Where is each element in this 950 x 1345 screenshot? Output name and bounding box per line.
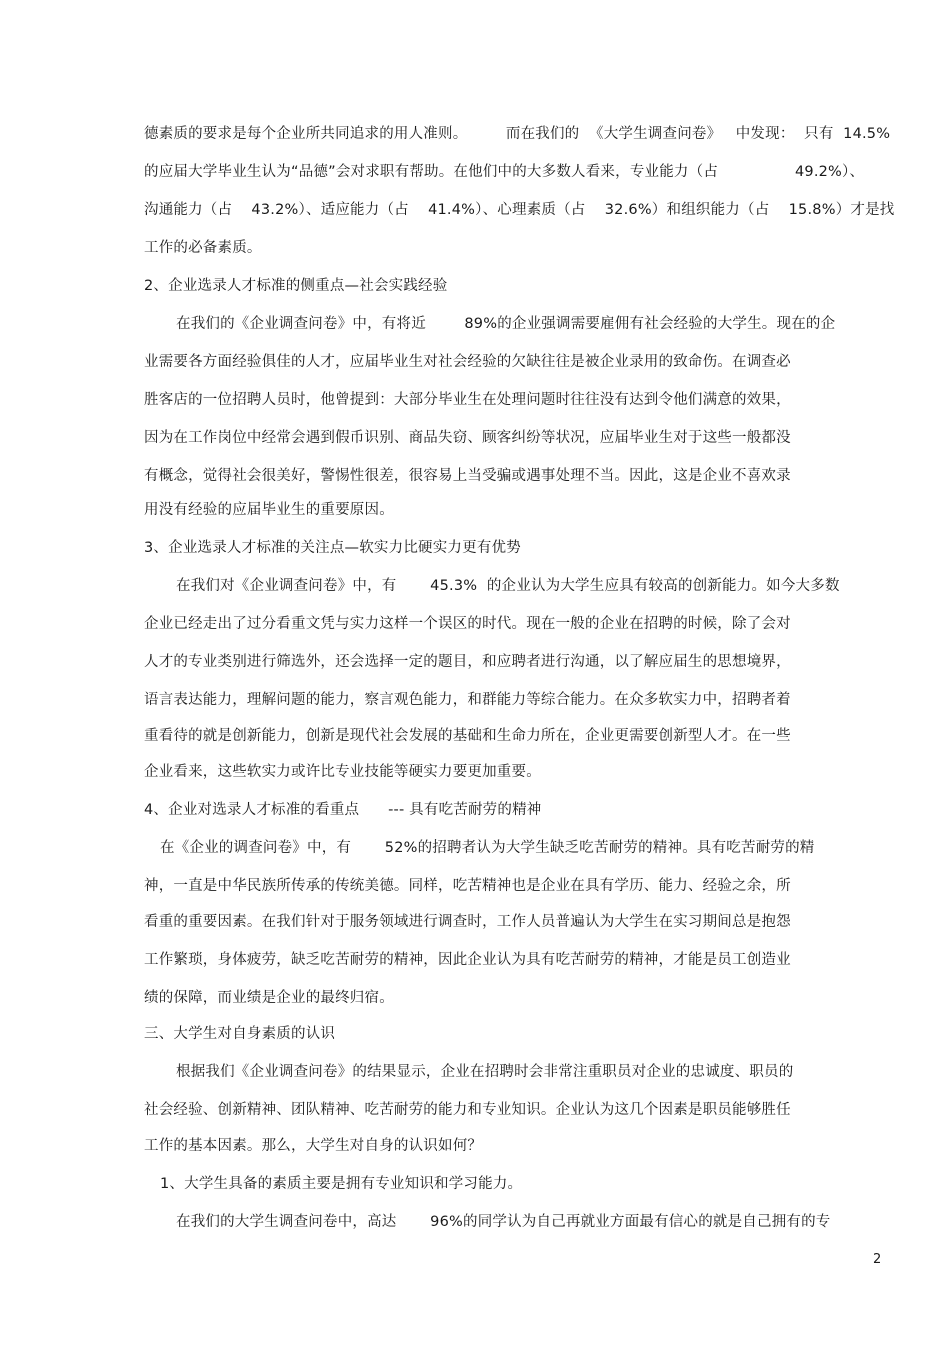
text-line: 的应届大学毕业生认为“品德”会对求职有帮助。在他们中的大多数人看来，专业能力（占 49.2%）、 [144, 164, 865, 180]
text-line: 人才的专业类别进行筛选外，还会选择一定的题目，和应聘者进行沟通，以了解应届生的思想境界， [144, 654, 791, 670]
text-line: 工作的必备素质。 [144, 240, 262, 256]
section-heading: 三、大学生对自身素质的认识 [144, 1026, 336, 1042]
text-line: 工作的基本因素。那么，大学生对自身的认识如何？ [144, 1138, 483, 1154]
section-heading: 4、企业对选录人才标准的看重点 --- 具有吃苦耐劳的精神 [144, 802, 542, 818]
section-heading: 2、企业选录人才标准的侧重点—社会实践经验 [144, 278, 448, 294]
text-line: 在我们对《企业调查问卷》中，有 45.3% 的企业认为大学生应具有较高的创新能力。如今大多数 [176, 578, 840, 594]
text-line: 用没有经验的应届毕业生的重要原因。 [144, 502, 394, 518]
text-line: 根据我们《企业调查问卷》的结果显示，企业在招聘时会非常注重职员对企业的忠诚度、职员的 [176, 1064, 794, 1080]
text-line: 业需要各方面经验俱佳的人才，应届毕业生对社会经验的欠缺往往是被企业录用的致命伤。在调查必 [144, 354, 791, 370]
text-line: 绩的保障，而业绩是企业的最终归宿。 [144, 990, 394, 1006]
text-line: 企业已经走出了过分看重文凭与实力这样一个误区的时代。现在一般的企业在招聘的时候，除了会对 [144, 616, 791, 632]
text-line: 看重的重要因素。在我们针对于服务领域进行调查时，工作人员普遍认为大学生在实习期间总是抱怨 [144, 914, 791, 930]
text-line: 社会经验、创新精神、团队精神、吃苦耐劳的能力和专业知识。企业认为这几个因素是职员能够胜任 [144, 1102, 791, 1118]
section-heading: 3、企业选录人才标准的关注点—软实力比硬实力更有优势 [144, 540, 521, 556]
text-line: 企业看来，这些软实力或许比专业技能等硬实力要更加重要。 [144, 764, 541, 780]
text-line: 沟通能力（占 43.2%）、适应能力（占 41.4%）、心理素质（占 32.6%）和组织能力（占 15.8%）才是找 [144, 202, 895, 218]
text-line: 重看待的就是创新能力，创新是现代社会发展的基础和生命力所在，企业更需要创新型人才。在一些 [144, 728, 791, 744]
text-line: 在《企业的调查问卷》中，有 52%的招聘者认为大学生缺乏吃苦耐劳的精神。具有吃苦耐劳的精 [160, 840, 815, 856]
text-line: 在我们的大学生调查问卷中，高达 96%的同学认为自己再就业方面最有信心的就是自己拥有的专 [176, 1214, 831, 1230]
text-line: 工作繁琐，身体疲劳，缺乏吃苦耐劳的精神，因此企业认为具有吃苦耐劳的精神，才能是员工创造业 [144, 952, 791, 968]
text-line: 神，一直是中华民族所传承的传统美德。同样，吃苦精神也是企业在具有学历、能力、经验之余，所 [144, 878, 791, 894]
text-line: 德素质的要求是每个企业所共同追求的用人准则。 而在我们的 《大学生调查问卷》 中发现： 只有 14.5% [144, 126, 891, 142]
text-line: 在我们的《企业调查问卷》中，有将近 89%的企业强调需要雇佣有社会经验的大学生。现在的企 [176, 316, 836, 332]
subsection-heading: 1、大学生具备的素质主要是拥有专业知识和学习能力。 [160, 1176, 523, 1192]
text-line: 有概念，觉得社会很美好，警惕性很差，很容易上当受骗或遇事处理不当。因此，这是企业不喜欢录 [144, 468, 791, 484]
page-number: 2 [873, 1252, 882, 1267]
text-line: 胜客店的一位招聘人员时，他曾提到：大部分毕业生在处理问题时往往没有达到令他们满意的效果， [144, 392, 791, 408]
text-line: 语言表达能力，理解问题的能力，察言观色能力，和群能力等综合能力。在众多软实力中，招聘者着 [144, 692, 791, 708]
text-line: 因为在工作岗位中经常会遇到假币识别、商品失窃、顾客纠纷等状况，应届毕业生对于这些一般都没 [144, 430, 791, 446]
